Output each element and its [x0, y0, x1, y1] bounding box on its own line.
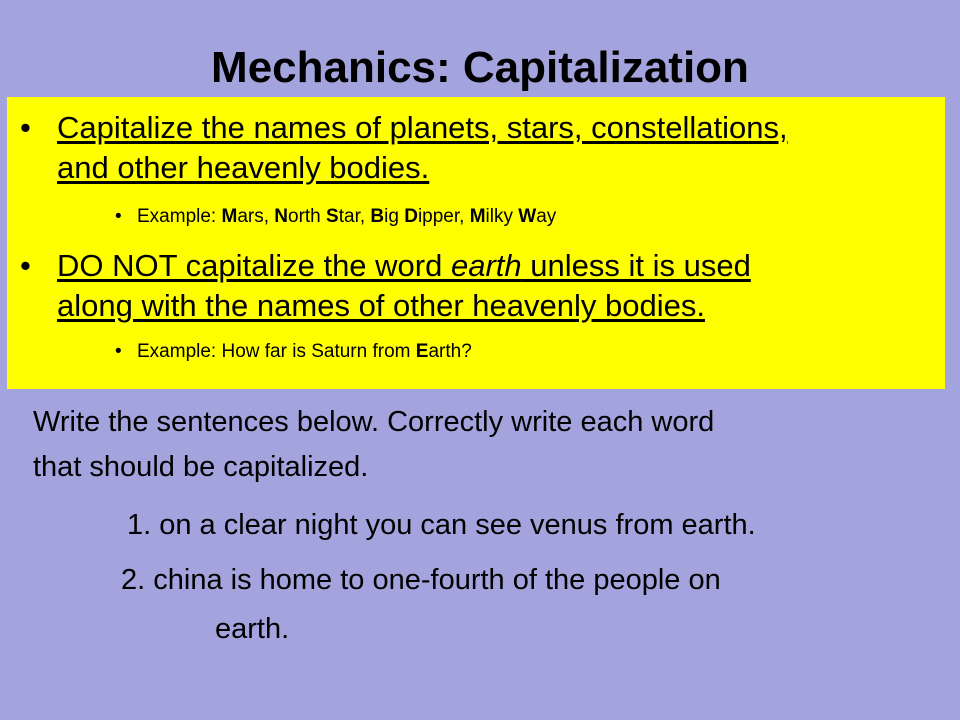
rule-1-line-2: and other heavenly bodies. — [57, 150, 430, 185]
example-fragment: ars, — [237, 206, 275, 227]
capital-letter: B — [370, 206, 385, 227]
rule-1-line-1: Capitalize the names of planets, stars, constellations, — [57, 110, 788, 145]
sub-bullet-icon: • — [115, 206, 122, 227]
example-fragment: ipper, — [417, 206, 470, 227]
sub-bullet-icon: • — [115, 341, 122, 362]
bullet-icon: • — [20, 248, 31, 283]
instructions-line-2: that should be capitalized. — [33, 451, 369, 483]
example-fragment: ilky — [485, 206, 519, 227]
emphasis-earth: earth — [450, 248, 522, 283]
rule-2-line-1: DO NOT capitalize the word earth unless it is used — [57, 248, 751, 283]
rule-2-line-2: along with the names of other heavenly bodies. — [57, 288, 705, 323]
example-fragment: arth? — [428, 341, 472, 362]
instructions-line-1: Write the sentences below. Correctly write each word — [33, 406, 715, 438]
rule-2 — [20, 246, 751, 326]
rule-2-text — [57, 246, 751, 326]
sentence-2-line-2: earth. — [215, 613, 290, 645]
capital-letter: E — [415, 341, 429, 362]
rule-1-example-text — [137, 205, 556, 229]
rule-1 — [20, 108, 788, 188]
slide-title: Mechanics: Capitalization — [211, 43, 749, 92]
example-fragment: ay — [536, 206, 557, 227]
capital-letter: W — [518, 206, 537, 227]
example-fragment: Example: — [137, 206, 222, 227]
sentence-1: 1. on a clear night you can see venus from earth. — [127, 509, 756, 541]
capital-letter: D — [404, 206, 418, 227]
rule-1-text — [57, 108, 788, 188]
capital-letter: N — [274, 206, 288, 227]
rule-2-example-text — [137, 340, 472, 364]
capital-letter: S — [326, 206, 339, 227]
example-fragment: orth — [288, 206, 327, 227]
example-fragment: tar, — [338, 206, 371, 227]
rule-1-example — [115, 205, 556, 229]
sentence-2-line-1: 2. china is home to one-fourth of the people on — [121, 564, 721, 596]
capital-letter: M — [469, 206, 486, 227]
rule-2-example — [115, 340, 472, 364]
example-fragment: Example: How far is Saturn from — [137, 341, 416, 362]
capital-letter: M — [221, 206, 238, 227]
highlight-box — [7, 97, 945, 389]
bullet-icon: • — [20, 110, 31, 145]
example-fragment: ig — [384, 206, 405, 227]
